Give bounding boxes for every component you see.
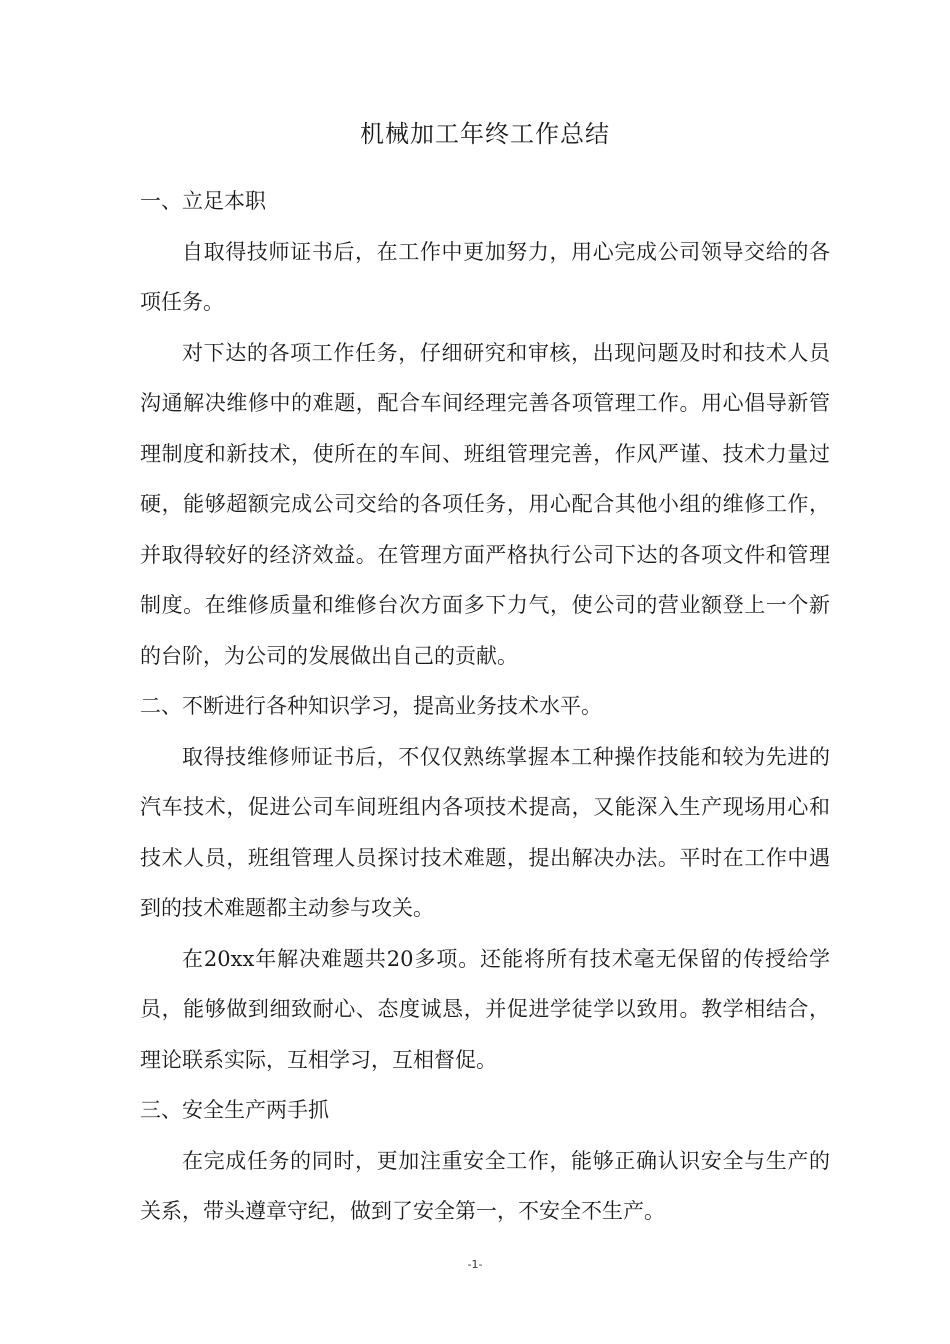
section-heading-3: 三、安全生产两手抓	[140, 1098, 329, 1122]
paragraph: 取得技维修师证书后，不仅仅熟练掌握本工种操作技能和较为先进的汽车技术，促进公司车间班组内各项技术提高，又能深入生产现场用心和技术人员，班组管理人员探讨技术难题，提出解决办法。平时在工作中遇到的技术难题都主动参与攻关。	[140, 744, 830, 920]
section-heading-2: 二、不断进行各种知识学习，提高业务技术水平。	[140, 694, 602, 718]
document-page	[140, 112, 830, 1237]
page-number: -1-	[467, 1258, 483, 1271]
section-heading-1: 一、立足本职	[140, 189, 266, 213]
paragraph: 在20xx年解决难题共20多项。还能将所有技术毫无保留的传授给学员，能够做到细致耐心、态度诚恳，并促进学徒学以致用。教学相结合，理论联系实际，互相学习，互相督促。	[140, 946, 830, 1072]
paragraph: 在完成任务的同时，更加注重安全工作，能够正确认识安全与生产的关系，带头遵章守纪，做到了安全第一，不安全不生产。	[140, 1148, 830, 1223]
document-title: 机械加工年终工作总结	[360, 120, 610, 148]
paragraph: 对下达的各项工作任务，仔细研究和审核，出现问题及时和技术人员沟通解决维修中的难题，配合车间经理完善各项管理工作。用心倡导新管理制度和新技术，使所在的车间、班组管理完善，作风严谨、技术力量过硬，能够超额完成公司交给的各项任务，用心配合其他小组的维修工作，并取得较好的经济效益。在管理方面严格执行公司下达的各项文件和管理制度。在维修质量和维修台次方面多下力气，使公司的营业额登上一个新的台阶，为公司的发展做出自己的贡献。	[140, 340, 830, 668]
paragraph: 自取得技师证书后，在工作中更加努力，用心完成公司领导交给的各项任务。	[140, 239, 830, 314]
